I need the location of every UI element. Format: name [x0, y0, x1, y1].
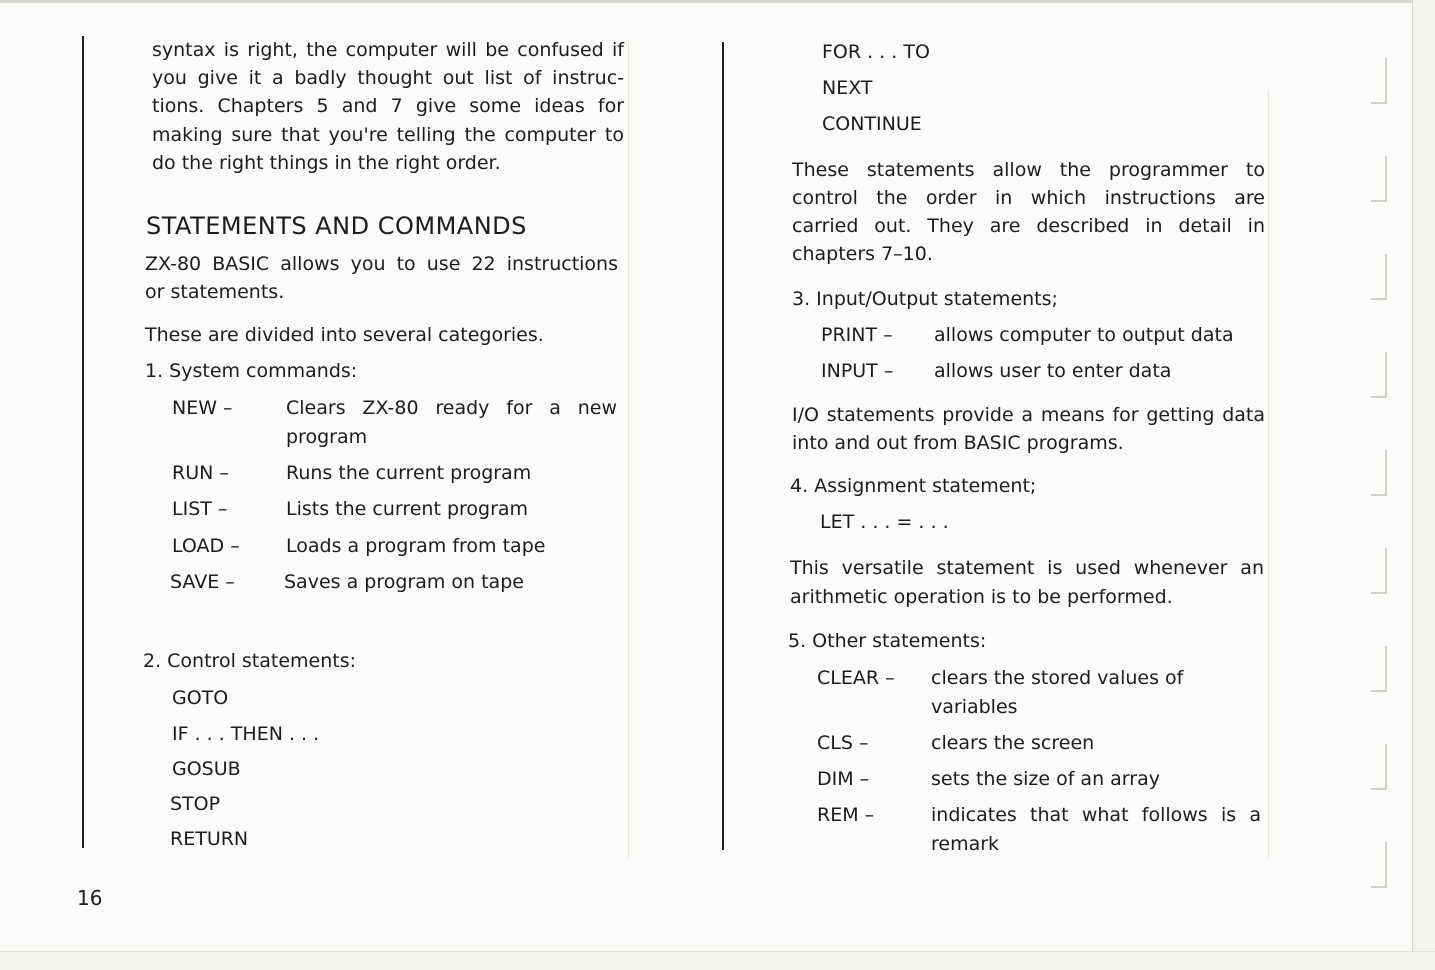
command-desc: Lists the current program — [286, 498, 529, 520]
intro-line: you give it a badly thought out list of instruc- — [152, 67, 624, 89]
statement-desc: allows user to enter data — [934, 360, 1172, 382]
statement-desc: sets the size of an array — [931, 768, 1160, 790]
paragraph-line: arithmetic operation is to be performed. — [790, 586, 1173, 608]
statement-name: REM – — [817, 804, 875, 826]
control-statements-title: 2. Control statements: — [143, 650, 357, 672]
statement-desc: allows computer to output data — [934, 324, 1234, 346]
command-desc: program — [286, 426, 368, 448]
statement-name: RETURN — [170, 828, 249, 850]
command-desc: Saves a program on tape — [284, 571, 524, 593]
bleed-through-line — [628, 40, 629, 860]
right-margin-rule — [722, 42, 724, 850]
statement-desc: indicates that what follows is a — [931, 804, 1261, 826]
statement-name: CLS – — [817, 732, 869, 754]
statement-desc: remark — [931, 833, 1000, 855]
index-tab — [1371, 58, 1387, 104]
statement-name: CLEAR – — [817, 667, 895, 689]
paragraph-line: These are divided into several categories. — [145, 324, 544, 346]
other-statements-title: 5. Other statements: — [788, 630, 987, 652]
page-number: 16 — [77, 886, 103, 910]
index-tab — [1371, 254, 1387, 300]
statement-name: IF . . . THEN . . . — [172, 723, 320, 745]
index-tab — [1371, 744, 1387, 790]
bleed-through-line — [1268, 90, 1269, 860]
command-name: LIST – — [172, 498, 228, 520]
index-tab — [1371, 646, 1387, 692]
statement-name: NEXT — [822, 77, 873, 99]
index-tab — [1371, 842, 1387, 888]
statement-desc: clears the screen — [931, 732, 1095, 754]
command-name: SAVE – — [170, 571, 235, 593]
paragraph-line: into and out from BASIC programs. — [792, 432, 1124, 454]
command-desc: Loads a program from tape — [286, 535, 546, 557]
io-statements-title: 3. Input/Output statements; — [792, 288, 1058, 310]
statement-desc: clears the stored values of — [931, 667, 1184, 689]
statement-name: LET . . . = . . . — [820, 511, 949, 533]
command-name: LOAD – — [172, 535, 240, 557]
command-name: RUN – — [172, 462, 229, 484]
statement-name: STOP — [170, 793, 221, 815]
paragraph-line: I/O statements provide a means for getting data — [792, 404, 1265, 426]
intro-line: do the right things in the right order. — [152, 152, 501, 174]
statement-name: PRINT – — [821, 324, 893, 346]
index-tab — [1371, 156, 1387, 202]
system-commands-title: 1. System commands: — [145, 360, 358, 382]
paragraph-line: ZX-80 BASIC allows you to use 22 instructions — [145, 253, 618, 275]
statement-name: GOSUB — [172, 758, 241, 780]
paragraph-line: carried out. They are described in detail in — [792, 215, 1265, 237]
page-bottom-edge — [0, 951, 1435, 970]
paragraph-line: control the order in which instructions are — [792, 187, 1265, 209]
command-desc: Clears ZX-80 ready for a new — [286, 397, 617, 419]
page-top-edge — [0, 0, 1435, 3]
paragraph-line: These statements allow the programmer to — [792, 159, 1265, 181]
statement-name: INPUT – — [821, 360, 894, 382]
statement-name: CONTINUE — [822, 113, 922, 135]
index-tab — [1371, 450, 1387, 496]
index-tab — [1371, 352, 1387, 398]
page-right-edge — [1412, 0, 1435, 970]
index-tab — [1371, 548, 1387, 594]
paragraph-line: or statements. — [145, 281, 285, 303]
statement-desc: variables — [931, 696, 1018, 718]
assignment-title: 4. Assignment statement; — [790, 475, 1037, 497]
section-heading: STATEMENTS AND COMMANDS — [146, 212, 527, 240]
paragraph-line: chapters 7–10. — [792, 243, 933, 265]
statement-name: FOR . . . TO — [822, 41, 930, 63]
statement-name: DIM – — [817, 768, 870, 790]
paragraph-line: This versatile statement is used whenever an — [790, 557, 1264, 579]
command-desc: Runs the current program — [286, 462, 532, 484]
command-name: NEW – — [172, 397, 233, 419]
intro-line: tions. Chapters 5 and 7 give some ideas for — [152, 95, 624, 117]
intro-line: syntax is right, the computer will be confused if — [152, 39, 624, 61]
statement-name: GOTO — [172, 687, 229, 709]
left-margin-rule — [82, 36, 84, 848]
intro-line: making sure that you're telling the computer to — [152, 124, 624, 146]
